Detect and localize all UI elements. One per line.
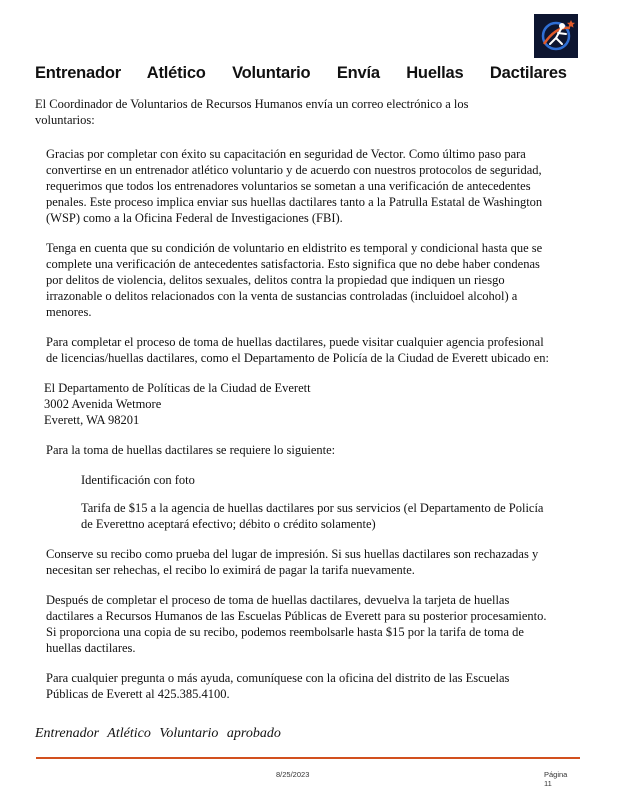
requirements-list [46, 472, 554, 532]
paragraph: Para completar el proceso de toma de huellas dactilares, puede visitar cualquier agencia profesional de licencias/huellas dactilares, como el Departamento de Policía de la Ciudad de Everett ubicado en: [46, 335, 549, 365]
footer-divider [36, 757, 580, 759]
approved-note: Entrenador Atlético Voluntario aprobado [35, 726, 281, 741]
athlete-logo-icon [534, 14, 578, 58]
address-line: El Departamento de Políticas de la Ciudad de Everett [44, 381, 311, 395]
footer-page-number [544, 770, 584, 788]
paragraph: Conserve su recibo como prueba del lugar de impresión. Si sus huellas dactilares son rechazadas y necesitan ser rehechas, el recibo lo eximirá de pagar la tarifa nuevamente. [46, 547, 539, 577]
list-item-text: Identificación con foto [81, 473, 195, 487]
document-title: Entrenador Atlético Voluntario Envía Huellas Dactilares [35, 64, 567, 82]
list-item-text: Tarifa de $15 a la agencia de huellas dactilares por sus servicios (el Departamento de Policía de Everettno aceptará efectivo; débito o crédito solamente) [81, 501, 544, 531]
address-line: 3002 Avenida Wetmore [44, 397, 162, 411]
email-body [46, 146, 554, 716]
address-line: Everett, WA 98201 [44, 413, 140, 427]
list-item [46, 472, 554, 488]
list-item [46, 500, 554, 532]
page-label: Página [544, 770, 568, 779]
address-block [44, 380, 554, 428]
paragraph: Para cualquier pregunta o más ayuda, comuníquese con la oficina del distrito de las Escuelas Públicas de Everett al 425.385.4100. [46, 671, 510, 701]
requirements-intro: Para la toma de huellas dactilares se requiere lo siguiente: [46, 443, 336, 457]
page-number: 11 [544, 779, 552, 788]
paragraph: Tenga en cuenta que su condición de voluntario en eldistrito es temporal y condicional hasta que se complete una verificación de antecedentes satisfactoria. Esto significa que no debe haber condenas por delitos de violencia, delitos sexuales, delitos contra la propiedad que indiquen un riesgo irrazonable o delitos relacionados con la venta de sustancias controladas (incluidoel alcohol) a menores. [46, 241, 543, 319]
intro-text: El Coordinador de Voluntarios de Recursos Humanos envía un correo electrónico a los voluntarios: [35, 97, 469, 127]
paragraph: Gracias por completar con éxito su capacitación en seguridad de Vector. Como último paso para convertirse en un entrenador atlético voluntario y de acuerdo con nuestros protocolos de seguridad, requerimos que todos los entrenadores voluntarios se sometan a una verificación de antecedentes penales. Este proceso implica enviar sus huellas dactilares tanto a la Patrulla Estatal de Washington (WSP) como a la Oficina Federal de Investigaciones (FBI). [46, 147, 543, 225]
athlete-logo-graphic [534, 14, 578, 58]
footer-date: 8/25/2023 [276, 770, 310, 779]
paragraph: Después de completar el proceso de toma de huellas dactilares, devuelva la tarjeta de huellas dactilares a Recursos Humanos de las Escuelas Públicas de Everett para su posterior procesamiento. Si proporciona una copia de su recibo, podemos reembolsarle hasta $15 por la tarifa de toma de huellas dactilares. [46, 593, 547, 655]
